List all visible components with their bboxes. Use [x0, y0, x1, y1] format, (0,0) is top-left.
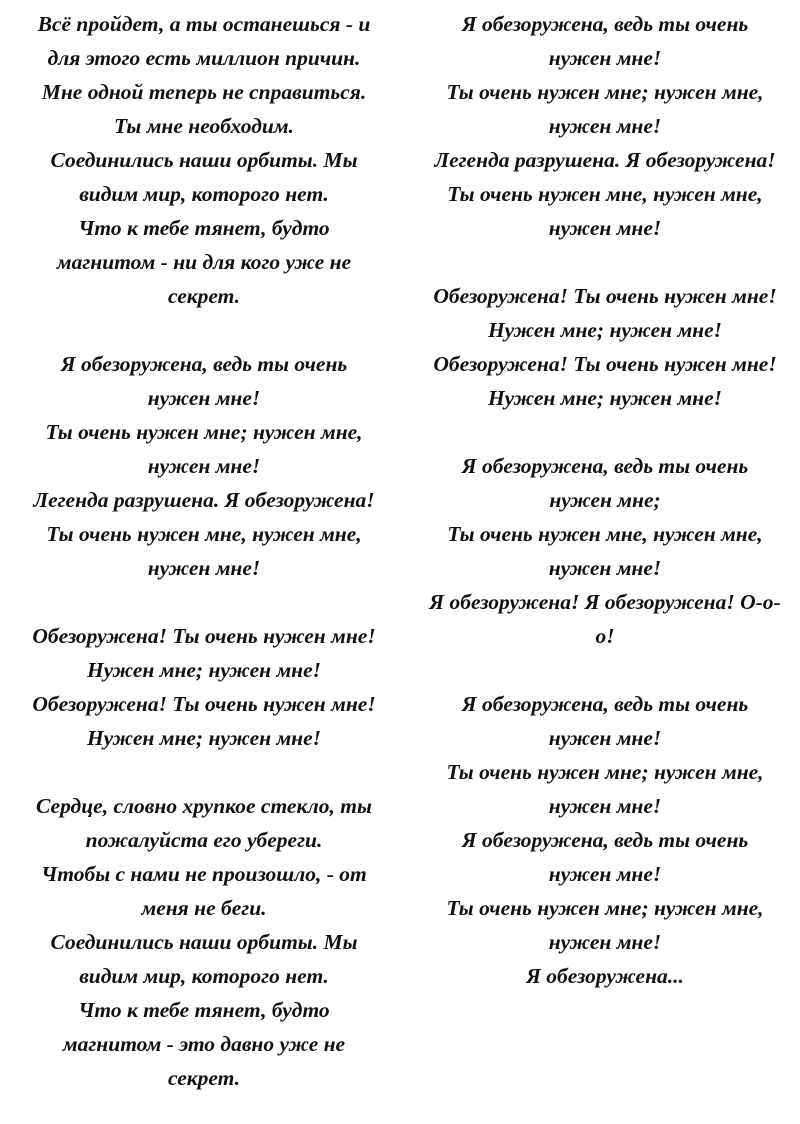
- lyrics-line: нужен мне!: [548, 556, 662, 580]
- lyrics-line: нужен мне!: [548, 46, 662, 70]
- lyrics-line: Обезоружена! Ты очень нужен мне!: [32, 624, 376, 648]
- lyrics-column-left: [14, 7, 394, 1095]
- lyrics-line: Я обезоружена! Я обезоружена! О-о-: [429, 590, 781, 614]
- lyrics-line: нужен мне!: [548, 216, 662, 240]
- lyrics-line: Нужен мне; нужен мне!: [86, 726, 322, 750]
- stanza-gap: [14, 755, 394, 789]
- lyrics-line: Что к тебе тянет, будто: [78, 216, 330, 240]
- lyrics-line: нужен мне!: [147, 454, 261, 478]
- stanza-gap: [14, 313, 394, 347]
- lyrics-stanza: [414, 279, 796, 415]
- lyrics-column-right: [414, 7, 796, 993]
- lyrics-line: нужен мне;: [549, 488, 661, 512]
- lyrics-line: Что к тебе тянет, будто: [78, 998, 330, 1022]
- lyrics-line: Нужен мне; нужен мне!: [86, 658, 322, 682]
- lyrics-line: Ты очень нужен мне, нужен мне,: [46, 522, 362, 546]
- lyrics-line: Ты очень нужен мне, нужен мне,: [447, 182, 763, 206]
- lyrics-line: меня не беги.: [141, 896, 267, 920]
- lyrics-line: Ты очень нужен мне; нужен мне,: [446, 760, 764, 784]
- lyrics-line: магнитом - это давно уже не: [62, 1032, 346, 1056]
- lyrics-stanza: [14, 619, 394, 755]
- lyrics-stanza: [414, 7, 796, 245]
- lyrics-line: секрет.: [167, 284, 241, 308]
- lyrics-line: Мне одной теперь не справиться.: [41, 80, 367, 104]
- lyrics-line: Обезоружена! Ты очень нужен мне!: [433, 352, 777, 376]
- lyrics-line: Ты очень нужен мне; нужен мне,: [446, 80, 764, 104]
- lyrics-line: Ты очень нужен мне, нужен мне,: [447, 522, 763, 546]
- lyrics-line: Легенда разрушена. Я обезоружена!: [434, 148, 776, 172]
- lyrics-line: нужен мне!: [548, 862, 662, 886]
- lyrics-line: Я обезоружена...: [526, 964, 684, 988]
- stanza-gap: [14, 585, 394, 619]
- lyrics-line: о!: [595, 624, 615, 648]
- lyrics-line: Соединились наши орбиты. Мы: [50, 930, 358, 954]
- lyrics-stanza: [414, 687, 796, 993]
- stanza-gap: [414, 415, 796, 449]
- lyrics-stanza: [14, 7, 394, 313]
- stanza-gap: [414, 653, 796, 687]
- lyrics-line: нужен мне!: [548, 930, 662, 954]
- stanza-gap: [414, 245, 796, 279]
- lyrics-line: Обезоружена! Ты очень нужен мне!: [32, 692, 376, 716]
- lyrics-line: Ты очень нужен мне; нужен мне,: [45, 420, 363, 444]
- lyrics-line: Соединились наши орбиты. Мы: [50, 148, 358, 172]
- lyrics-line: видим мир, которого нет.: [79, 964, 329, 988]
- lyrics-line: нужен мне!: [548, 726, 662, 750]
- lyrics-line: пожалуйста его убереги.: [85, 828, 323, 852]
- lyrics-line: Ты очень нужен мне; нужен мне,: [446, 896, 764, 920]
- lyrics-line: нужен мне!: [147, 556, 261, 580]
- lyrics-line: нужен мне!: [548, 794, 662, 818]
- lyrics-line: Я обезоружена, ведь ты очень: [461, 454, 749, 478]
- lyrics-line: Обезоружена! Ты очень нужен мне!: [433, 284, 777, 308]
- lyrics-stanza: [14, 347, 394, 585]
- lyrics-line: Сердце, словно хрупкое стекло, ты: [36, 794, 372, 818]
- lyrics-line: секрет.: [167, 1066, 241, 1090]
- lyrics-line: видим мир, которого нет.: [79, 182, 329, 206]
- lyrics-stanza: [14, 789, 394, 1095]
- lyrics-line: нужен мне!: [147, 386, 261, 410]
- lyrics-line: Ты мне необходим.: [114, 114, 294, 138]
- lyrics-stanza: [414, 449, 796, 653]
- lyrics-line: Легенда разрушена. Я обезоружена!: [33, 488, 375, 512]
- lyrics-line: магнитом - ни для кого уже не: [56, 250, 352, 274]
- lyrics-line: Я обезоружена, ведь ты очень: [461, 12, 749, 36]
- lyrics-line: Я обезоружена, ведь ты очень: [60, 352, 348, 376]
- lyrics-line: Я обезоружена, ведь ты очень: [461, 828, 749, 852]
- lyrics-line: Нужен мне; нужен мне!: [487, 318, 723, 342]
- lyrics-line: Нужен мне; нужен мне!: [487, 386, 723, 410]
- lyrics-line: Чтобы с нами не произошло, - от: [41, 862, 367, 886]
- lyrics-line: для этого есть миллион причин.: [47, 46, 361, 70]
- lyrics-line: Всё пройдет, а ты останешься - и: [37, 12, 371, 36]
- lyrics-line: Я обезоружена, ведь ты очень: [461, 692, 749, 716]
- lyrics-line: нужен мне!: [548, 114, 662, 138]
